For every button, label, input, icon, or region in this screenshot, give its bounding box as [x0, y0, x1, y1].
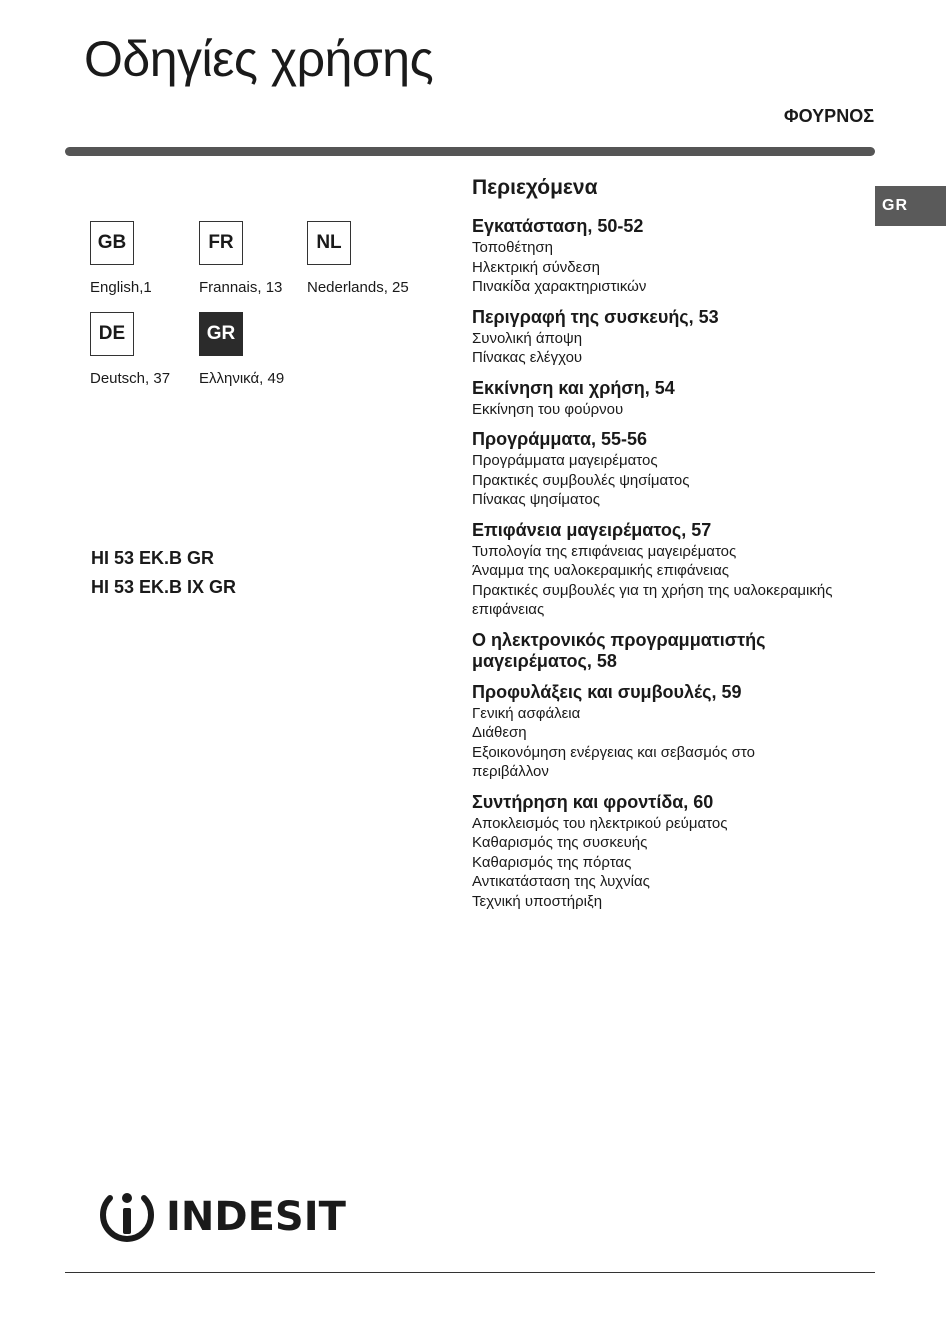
toc-section: [472, 307, 867, 368]
toc-item[interactable]: περιβάλλον: [472, 763, 549, 780]
language-code-box[interactable]: GB: [90, 221, 134, 265]
toc-item[interactable]: Αντικατάσταση της λυχνίας: [472, 873, 650, 890]
language-code-box[interactable]: GR: [199, 312, 243, 356]
toc-item[interactable]: Πρακτικές συμβουλές ψησίματος: [472, 471, 690, 489]
language-code-box[interactable]: FR: [199, 221, 243, 265]
toc-item[interactable]: Τυπολογία της επιφάνειας μαγειρέματος: [472, 542, 737, 560]
toc-section: [472, 378, 867, 420]
toc-item[interactable]: Ηλεκτρική σύνδεση: [472, 258, 600, 276]
language-fr[interactable]: [199, 221, 319, 296]
toc-item[interactable]: Γενική ασφάλεια: [472, 704, 581, 722]
toc-section-title[interactable]: Επιφάνεια μαγειρέματος, 57: [472, 519, 712, 540]
toc-section: [472, 429, 867, 510]
toc-item[interactable]: Πίνακας ψησίματος: [472, 491, 600, 508]
language-label: Nederlands, 25: [307, 279, 409, 296]
toc-item[interactable]: Εξοικονόμηση ενέργειας και σεβασμός στο: [472, 743, 755, 761]
toc-section-title[interactable]: Ο ηλεκτρονικός προγραμματιστής μαγειρέματος, 58: [472, 629, 766, 671]
model-list: [91, 544, 236, 602]
language-code-box[interactable]: NL: [307, 221, 351, 265]
toc-item[interactable]: Πινακίδα χαρακτηριστικών: [472, 278, 647, 295]
toc-item[interactable]: Πίνακας ελέγχου: [472, 349, 583, 366]
indesit-logo: [96, 1186, 346, 1248]
model-name: HI 53 EK.B IX GR: [91, 577, 237, 597]
toc-item[interactable]: Πρακτικές συμβουλές για τη χρήση της υαλοκεραμικής: [472, 581, 833, 599]
toc-item[interactable]: Προγράμματα μαγειρέματος: [472, 452, 658, 469]
toc-item[interactable]: Αποκλεισμός του ηλεκτρικού ρεύματος: [472, 814, 728, 832]
toc-section: [472, 630, 867, 672]
toc-item[interactable]: Τοποθέτηση: [472, 239, 554, 256]
toc-heading: Περιεχόμενα: [472, 176, 598, 199]
toc-item[interactable]: Εκκίνηση του φούρνου: [472, 400, 624, 418]
toc-item[interactable]: επιφάνειας: [472, 601, 545, 618]
toc-section-title[interactable]: Εγκατάσταση, 50-52: [472, 216, 644, 236]
toc-section: [472, 216, 867, 297]
language-gr[interactable]: [199, 312, 319, 387]
language-label: English,1: [90, 279, 152, 296]
language-label: Ελληνικά, 49: [199, 370, 285, 387]
toc-section: [472, 682, 867, 782]
table-of-contents: [472, 176, 867, 921]
toc-item[interactable]: Καθαρισμός της πόρτας: [472, 853, 632, 871]
toc-item[interactable]: Τεχνική υποστήριξη: [472, 892, 603, 910]
language-nl[interactable]: [307, 221, 427, 296]
indesit-logo-icon: [96, 1186, 158, 1248]
language-de[interactable]: [90, 312, 210, 387]
side-language-tab: GR: [875, 186, 946, 226]
language-label: Deutsch, 37: [90, 370, 171, 387]
toc-section-title[interactable]: Συντήρηση και φροντίδα, 60: [472, 791, 714, 812]
language-label: Frannais, 13: [199, 279, 283, 296]
toc-section: [472, 792, 867, 912]
logo-wordmark: INDESIT: [166, 1194, 346, 1240]
toc-section-title[interactable]: Προφυλάξεις και συμβουλές, 59: [472, 681, 742, 702]
bottom-divider: [65, 1272, 875, 1273]
toc-item[interactable]: Άναμμα της υαλοκεραμικής επιφάνειας: [472, 562, 729, 579]
toc-section-title[interactable]: Εκκίνηση και χρήση, 54: [472, 377, 675, 398]
toc-section: [472, 520, 867, 620]
toc-section-title[interactable]: Προγράμματα, 55-56: [472, 429, 648, 449]
toc-item[interactable]: Καθαρισμός της συσκευής: [472, 834, 648, 851]
model-name: HI 53 EK.B GR: [91, 548, 215, 568]
language-code-box[interactable]: DE: [90, 312, 134, 356]
toc-item[interactable]: Διάθεση: [472, 724, 527, 741]
top-divider: [65, 147, 875, 156]
toc-section-title[interactable]: Περιγραφή της συσκευής, 53: [472, 306, 719, 327]
toc-item[interactable]: Συνολική άποψη: [472, 329, 583, 347]
page-title: Οδηγίες χρήσης: [84, 31, 434, 87]
language-gb[interactable]: [90, 221, 210, 296]
product-type: ΦΟΥΡΝΟΣ: [783, 106, 874, 126]
